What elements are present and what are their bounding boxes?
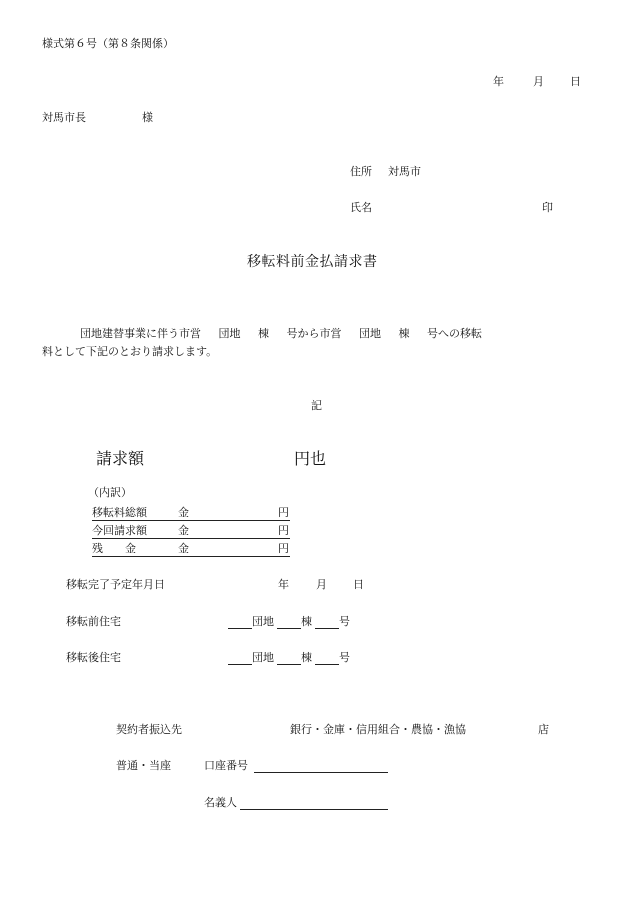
before-tou: 棟 — [301, 615, 312, 628]
claim-amount-suffix: 円也 — [294, 449, 327, 468]
seal-mark: 印 — [542, 201, 553, 214]
after-go-blank — [315, 652, 339, 665]
address-value: 対馬市 — [388, 165, 421, 178]
breakdown-row-label: 残 金 — [92, 542, 136, 555]
before-danchi-blank — [228, 616, 252, 629]
breakdown-row-label: 移転料総額 — [92, 506, 147, 519]
breakdown-row-kin: 金 — [178, 506, 189, 519]
after-danchi-blank — [228, 652, 252, 665]
breakdown-row-unit: 円 — [278, 506, 289, 519]
address-label: 住所 — [350, 165, 372, 178]
breakdown-row-label: 今回請求額 — [92, 524, 147, 537]
bank-branch: 店 — [538, 723, 549, 736]
breakdown-row-kin: 金 — [178, 542, 189, 555]
body-line-2: 料として下記のとおり請求します。 — [42, 345, 218, 358]
before-go-blank — [315, 616, 339, 629]
breakdown-row-unit: 円 — [278, 542, 289, 555]
claim-label: 請求額 — [96, 449, 145, 468]
ki-mark: 記 — [311, 399, 322, 412]
form-number: 様式第６号（第８条関係） — [42, 37, 174, 50]
date-year: 年 — [493, 75, 504, 88]
name-label: 氏名 — [350, 201, 372, 214]
breakdown-heading: （内訳） — [88, 486, 132, 499]
schedule-day: 日 — [353, 578, 364, 591]
date-day: 日 — [570, 75, 581, 88]
before-house-label: 移転前住宅 — [66, 615, 121, 628]
account-number-blank — [254, 760, 388, 773]
before-tou-blank — [277, 616, 301, 629]
account-type: 普通・当座 — [116, 759, 171, 772]
bank-label: 契約者振込先 — [116, 723, 182, 736]
after-tou-blank — [277, 652, 301, 665]
document-title: 移転料前金払請求書 — [247, 254, 378, 270]
breakdown-row-kin: 金 — [178, 524, 189, 537]
breakdown-row-unit: 円 — [278, 524, 289, 537]
account-number-label: 口座番号 — [204, 759, 248, 772]
schedule-month: 月 — [316, 578, 327, 591]
after-tou: 棟 — [301, 651, 312, 664]
schedule-label: 移転完了予定年月日 — [66, 578, 165, 591]
addressee-honorific: 様 — [142, 111, 153, 124]
bank-institutions: 銀行・金庫・信用組合・農協・漁協 — [290, 723, 466, 736]
before-danchi: 団地 — [252, 615, 274, 628]
date-month: 月 — [533, 75, 544, 88]
addressee-name: 対馬市長 — [42, 111, 86, 124]
after-house-label: 移転後住宅 — [66, 651, 121, 664]
body-line-1: 団地建替事業に伴う市営 団地 棟 号から市営 団地 棟 号への移転 — [80, 327, 482, 340]
after-go: 号 — [339, 651, 350, 664]
holder-blank — [240, 797, 388, 810]
holder-label: 名義人 — [204, 796, 237, 809]
schedule-year: 年 — [278, 578, 289, 591]
after-danchi: 団地 — [252, 651, 274, 664]
before-go: 号 — [339, 615, 350, 628]
